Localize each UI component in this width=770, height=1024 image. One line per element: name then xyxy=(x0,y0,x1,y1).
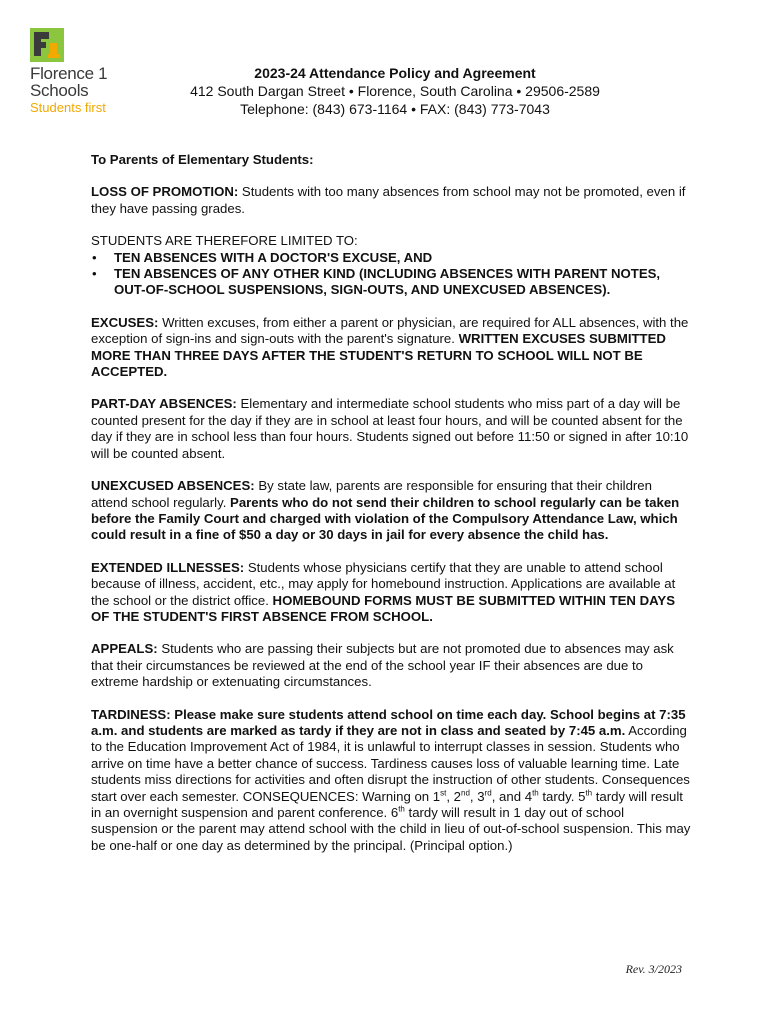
limit-text: TEN ABSENCES WITH A DOCTOR'S EXCUSE, AND xyxy=(114,249,433,265)
loss-text: Students with too many absences from school may not be promoted, even if they have passing grades. xyxy=(91,184,686,216)
district-logo xyxy=(30,28,130,115)
ordinal-suffix: th xyxy=(398,804,405,814)
unexcused-paragraph xyxy=(91,478,691,544)
tardiness-text: tardy. 5 xyxy=(538,788,586,804)
logo-name-line1: Florence 1 xyxy=(30,64,108,83)
appeals-text: Students who are passing their subjects but are not promoted due to absences may ask that their circumstances be reviewed at the end of the school year IF their absences are due to extreme hardship or extenuating circumstances. xyxy=(91,641,674,690)
partday-heading: PART-DAY ABSENCES: xyxy=(91,396,237,412)
unexcused-text: By state law, parents are responsible for ensuring that their children attend school regularly. xyxy=(91,478,652,510)
tardiness-text: tardy will result in an overnight suspension and parent conference. 6 xyxy=(91,788,683,820)
document-header xyxy=(170,64,620,118)
partday-text: Elementary and intermediate school students who miss part of a day will be counted present for the day if they are in school at least four hours, and will be counted absent for the day if they are in school less than four hours. Students signed out before 11:50 or signed in after 10:10 will be counted absent. xyxy=(91,396,689,461)
document-body xyxy=(91,152,691,870)
limits-list xyxy=(91,250,691,299)
tardiness-text: tardy will result in 1 day out of school suspension or the parent may attend school with the child in lieu of out-of-school suspension. This may be one-half or one day as determined by the principal. (Principal option.) xyxy=(91,805,691,853)
logo-tagline: Students first xyxy=(30,100,106,115)
excuses-text: Written excuses, from either a parent or physician, are required for ALL absences, with the exception of sign-ins and sign-outs with the parent's signature. xyxy=(91,314,689,347)
logo-name-line2: Schools xyxy=(30,81,89,100)
document-title: 2023-24 Attendance Policy and Agreement xyxy=(254,65,536,81)
ordinal-suffix: nd xyxy=(461,788,470,798)
excuses-bold: WRITTEN EXCUSES SUBMITTED MORE THAN THREE DAYS AFTER THE STUDENT'S RETURN TO SCHOOL WILL NOT BE ACCEPTED. xyxy=(91,331,666,380)
tardiness-text: According to the Education Improvement Act of 1984, it is unlawful to interrupt classes in session. Students who arrive on time have a better chance of success. Tardiness causes loss of valuable learning time. Late students miss directions for activities and often disrupt the instruction of other students. Consequences start over each semester. CONSEQUENCES: Warning on 1 xyxy=(91,722,690,804)
extended-illness-paragraph xyxy=(91,560,691,626)
appeals-paragraph xyxy=(91,641,691,690)
extended-bold: HOMEBOUND FORMS MUST BE SUBMITTED WITHIN TEN DAYS OF THE STUDENT'S FIRST ABSENCE FROM SCHOOL. xyxy=(91,592,676,624)
loss-of-promotion-paragraph xyxy=(91,184,691,217)
tardiness-text: , and 4 xyxy=(491,788,533,804)
loss-heading: LOSS OF PROMOTION: xyxy=(91,184,239,200)
tardiness-text: , 2 xyxy=(446,788,462,804)
limit-item xyxy=(91,266,691,299)
bullet-icon: • xyxy=(92,249,97,265)
limit-text: TEN ABSENCES OF ANY OTHER KIND (INCLUDING ABSENCES WITH PARENT NOTES, OUT-OF-SCHOOL SUSPENSIONS, SIGN-OUTS, AND UNEXCUSED ABSENCES). xyxy=(114,266,661,298)
school-address: 412 South Dargan Street • Florence, South Carolina • 29506-2589 xyxy=(190,83,600,99)
unexcused-bold: Parents who do not send their children to school regularly can be taken before the Family Court and charged with violation of the Compulsory Attendance Law, which could result in a fine of $50 a day or 30 days in jail for every absence the child has. xyxy=(91,494,680,543)
extended-heading: EXTENDED ILLNESSES: xyxy=(91,559,245,575)
ordinal-suffix: th xyxy=(532,788,539,798)
extended-text: Students whose physicians certify that they are unable to attend school because of illness, accident, etc., may apply for homebound instruction. Applications are available at the school or the district office. xyxy=(91,559,676,608)
tardiness-bold: TARDINESS: Please make sure students attend school on time each day. School begins at 7:35 a.m. and students are marked as tardy if they are not in class and seated by 7:45 a.m. xyxy=(91,706,686,738)
school-phone: Telephone: (843) 673-1164 • FAX: (843) 773-7043 xyxy=(240,101,550,117)
tardiness-text: , 3 xyxy=(469,788,485,804)
limit-item xyxy=(91,250,691,266)
intro-line: To Parents of Elementary Students: xyxy=(91,152,314,167)
revision-date: Rev. 3/2023 xyxy=(625,962,682,976)
ordinal-suffix: st xyxy=(440,788,447,798)
excuses-paragraph xyxy=(91,315,691,381)
florence-1-logo-icon xyxy=(30,28,64,62)
ordinal-suffix: rd xyxy=(484,788,492,798)
excuses-heading: EXCUSES: xyxy=(91,314,159,330)
appeals-heading: APPEALS: xyxy=(91,641,158,657)
unexcused-heading: UNEXCUSED ABSENCES: xyxy=(91,478,255,494)
limited-heading: STUDENTS ARE THEREFORE LIMITED TO: xyxy=(91,233,358,249)
ordinal-suffix: th xyxy=(585,788,593,798)
tardiness-paragraph xyxy=(91,707,691,855)
bullet-icon: • xyxy=(92,266,97,282)
part-day-paragraph xyxy=(91,396,691,462)
